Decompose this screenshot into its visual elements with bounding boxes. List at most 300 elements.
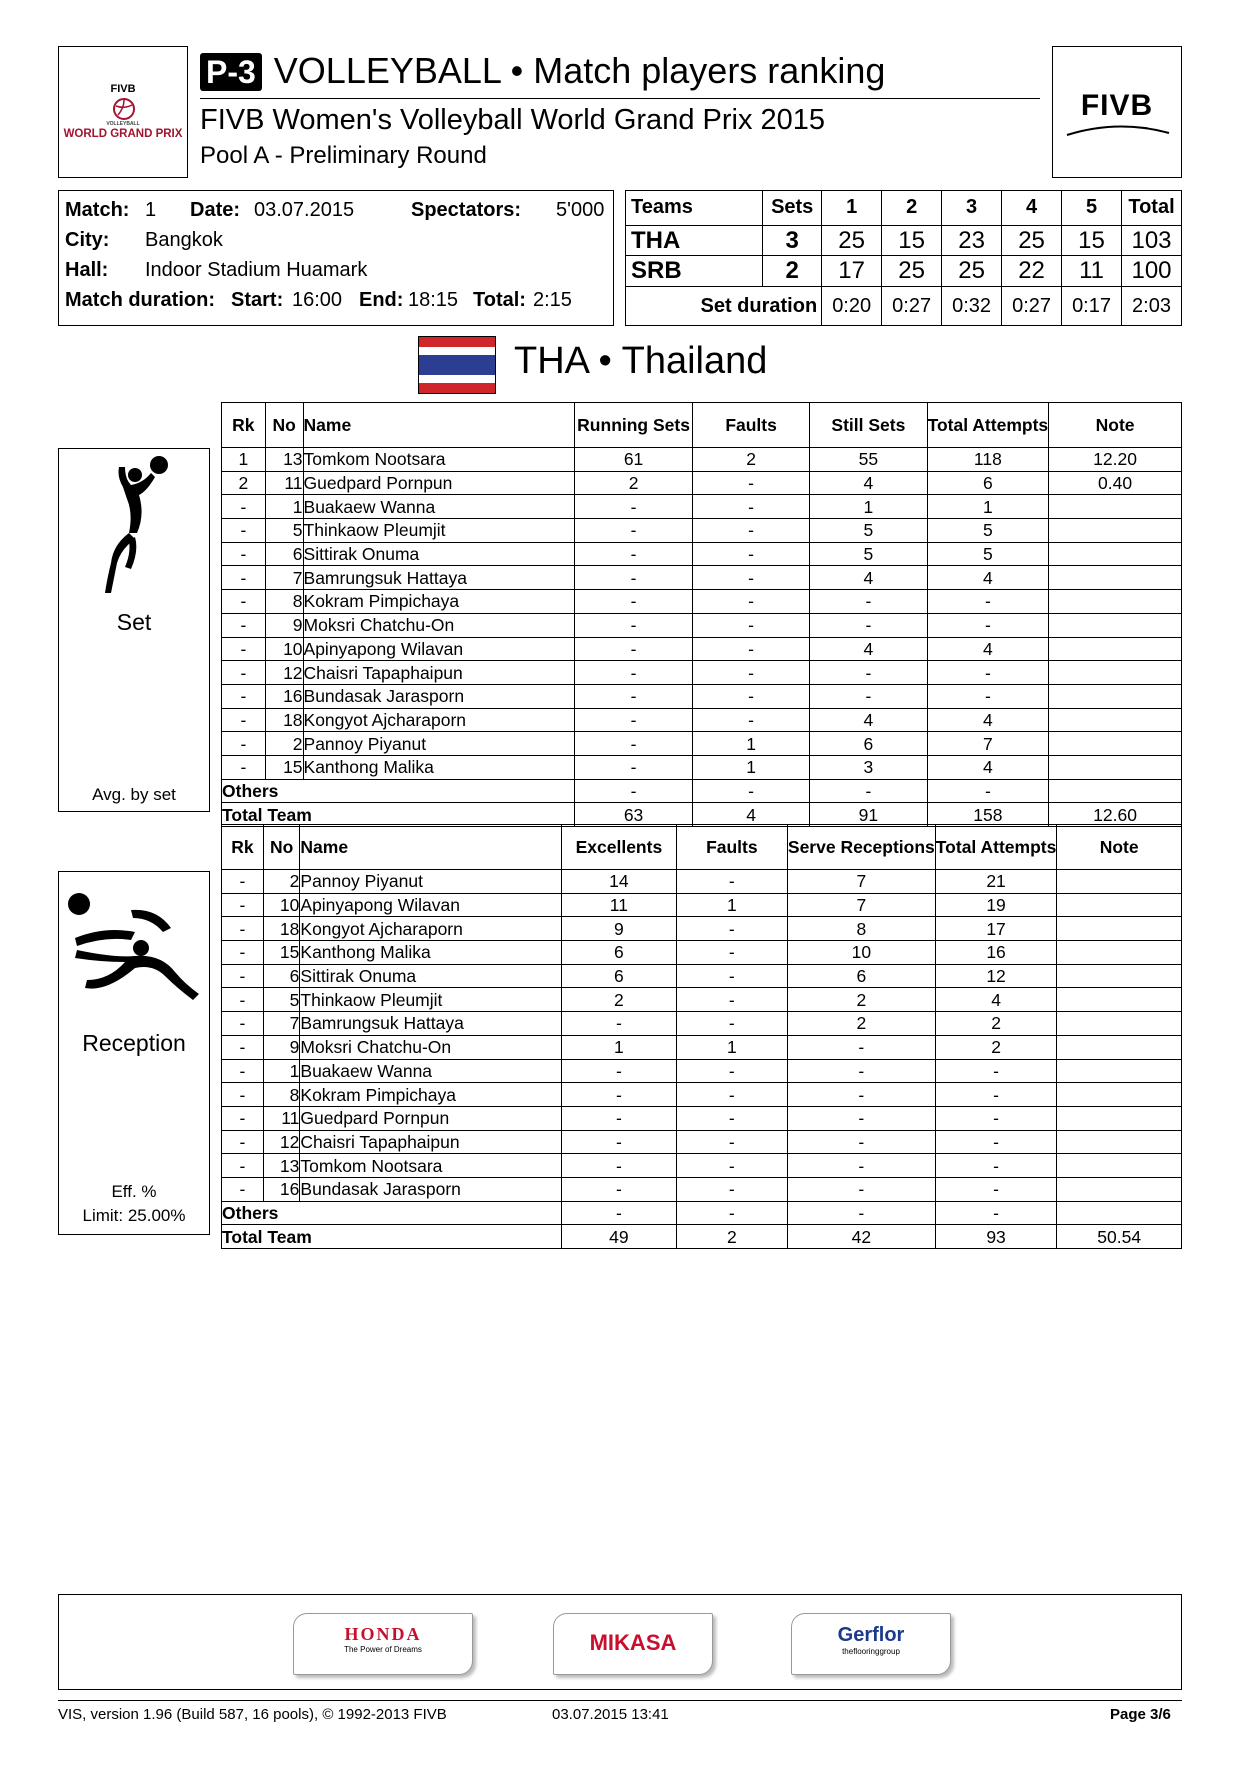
table-cell: 0.40	[1049, 471, 1182, 495]
table-cell: -	[787, 1154, 935, 1178]
table-row	[222, 893, 1182, 917]
sponsor-name: MIKASA	[589, 1630, 677, 1655]
table-cell: -	[222, 519, 266, 543]
table-cell: -	[693, 590, 810, 614]
table-cell: -	[693, 542, 810, 566]
table-cell: -	[575, 566, 693, 590]
table-cell: 2	[265, 732, 303, 756]
table-cell: -	[935, 1106, 1057, 1130]
table-cell: 63	[575, 803, 693, 827]
match-label: Match:	[65, 199, 130, 221]
thailand-flag-icon	[418, 336, 496, 394]
footer-page: Page 3/6	[1110, 1706, 1171, 1723]
table-cell: -	[575, 613, 693, 637]
table-cell	[1057, 1012, 1182, 1036]
table-cell: -	[676, 1130, 787, 1154]
table-row	[222, 988, 1182, 1012]
others-row	[222, 1201, 1182, 1225]
table-cell: 1	[561, 1035, 676, 1059]
table-cell: -	[693, 637, 810, 661]
match-number: 1	[145, 199, 157, 221]
report-title-text: VOLLEYBALL • Match players ranking	[273, 50, 886, 91]
table-cell: Chaisri Tapaphaipun	[303, 661, 575, 685]
set-skill-label: Set	[116, 609, 152, 635]
table-cell: -	[561, 1106, 676, 1130]
table-cell: 1	[265, 495, 303, 519]
score-header-cell: Sets	[763, 191, 822, 226]
sets-won: 2	[763, 256, 822, 287]
column-header: No	[263, 825, 300, 870]
table-cell: -	[927, 590, 1049, 614]
reception-panel-note1: Eff. %	[111, 1182, 157, 1201]
table-cell: -	[935, 1083, 1057, 1107]
table-cell: -	[222, 708, 266, 732]
table-cell: -	[787, 1201, 935, 1225]
table-cell: Guedpard Pornpun	[300, 1106, 562, 1130]
table-cell: 1	[693, 755, 810, 779]
spectators-label: Spectators:	[411, 199, 522, 221]
table-cell: -	[222, 1106, 264, 1130]
set-duration: 0:27	[882, 287, 942, 326]
date-label: Date:	[190, 199, 241, 221]
logo-left-tag: VOLLEYBALL	[106, 121, 140, 127]
score-header-cell: 2	[882, 191, 942, 226]
table-cell: 6	[265, 542, 303, 566]
others-row	[222, 779, 1182, 803]
table-cell	[1049, 708, 1182, 732]
table-cell: Buakaew Wanna	[303, 495, 575, 519]
table-cell	[1057, 941, 1182, 965]
table-cell: -	[561, 1083, 676, 1107]
table-cell: Chaisri Tapaphaipun	[300, 1130, 562, 1154]
reception-table	[221, 824, 1182, 1249]
table-cell: Kanthong Malika	[300, 941, 562, 965]
column-header: Running Sets	[575, 403, 693, 448]
table-cell	[1057, 1201, 1182, 1225]
table-cell: -	[787, 1106, 935, 1130]
column-header: Rk	[222, 825, 264, 870]
footer-timestamp: 03.07.2015 13:41	[552, 1706, 669, 1723]
table-cell: 158	[927, 803, 1049, 827]
table-cell: 2	[693, 448, 810, 472]
table-cell: -	[575, 661, 693, 685]
table-cell	[1049, 661, 1182, 685]
table-cell	[1057, 870, 1182, 894]
table-cell: 12.60	[1049, 803, 1182, 827]
table-cell: -	[222, 613, 266, 637]
table-cell: -	[222, 1154, 264, 1178]
table-cell: 7	[263, 1012, 300, 1036]
table-cell: 6	[810, 732, 927, 756]
column-header: Rk	[222, 403, 266, 448]
table-cell: Kanthong Malika	[303, 755, 575, 779]
footer-divider	[58, 1700, 1182, 1701]
table-cell: Sittirak Onuma	[300, 964, 562, 988]
fivb-logo	[1052, 46, 1182, 178]
table-cell: -	[676, 1201, 787, 1225]
start-label: Start:	[231, 289, 284, 311]
table-cell	[1057, 988, 1182, 1012]
table-cell: -	[561, 1130, 676, 1154]
table-cell	[1057, 1130, 1182, 1154]
reception-table-header	[222, 825, 1182, 870]
set-score: 15	[882, 225, 942, 256]
table-row	[222, 964, 1182, 988]
total-label: Total:	[473, 289, 526, 311]
total-team-row	[222, 1225, 1182, 1249]
table-cell: Pannoy Piyanut	[303, 732, 575, 756]
row-label: Others	[222, 779, 575, 803]
table-cell	[1057, 964, 1182, 988]
setter-pictogram-icon	[99, 453, 171, 599]
table-cell: -	[575, 732, 693, 756]
table-cell: -	[676, 1177, 787, 1201]
column-header: Serve Receptions	[787, 825, 935, 870]
set-score: 17	[822, 256, 882, 287]
event-name: FIVB Women's Volleyball World Grand Prix 2015	[200, 104, 826, 136]
table-cell	[1049, 542, 1182, 566]
table-cell: -	[693, 684, 810, 708]
table-row	[222, 613, 1182, 637]
table-cell: -	[222, 893, 264, 917]
table-cell: -	[222, 495, 266, 519]
table-row	[222, 590, 1182, 614]
table-row	[222, 471, 1182, 495]
column-header: Name	[300, 825, 562, 870]
table-cell: 2	[561, 988, 676, 1012]
table-row	[222, 941, 1182, 965]
reception-pictogram-icon	[65, 888, 205, 1008]
set-score: 25	[882, 256, 942, 287]
table-cell: 10	[265, 637, 303, 661]
table-cell: -	[676, 941, 787, 965]
table-cell: -	[222, 941, 264, 965]
team-code: THA	[626, 225, 763, 256]
table-cell: 55	[810, 448, 927, 472]
table-cell: 93	[935, 1225, 1057, 1249]
set-duration-label: Set duration	[626, 287, 822, 326]
total-duration: 2:03	[1122, 287, 1182, 326]
table-cell: -	[676, 1059, 787, 1083]
sponsor-name: Gerflor	[837, 1624, 905, 1646]
table-cell: 1	[693, 732, 810, 756]
score-header-cell: 4	[1002, 191, 1062, 226]
table-cell: Moksri Chatchu-On	[303, 613, 575, 637]
table-row	[222, 1083, 1182, 1107]
table-cell: Bundasak Jarasporn	[303, 684, 575, 708]
row-label: Others	[222, 1201, 562, 1225]
table-cell: 2	[787, 988, 935, 1012]
table-row	[222, 1130, 1182, 1154]
table-row	[222, 732, 1182, 756]
table-cell: 16	[935, 941, 1057, 965]
table-cell: -	[222, 732, 266, 756]
table-cell: 4	[810, 708, 927, 732]
table-cell	[1049, 519, 1182, 543]
table-cell: -	[676, 1012, 787, 1036]
table-cell: Bamrungsuk Hattaya	[300, 1012, 562, 1036]
table-cell: Kongyot Ajcharaporn	[300, 917, 562, 941]
table-cell	[1049, 495, 1182, 519]
table-cell: -	[810, 590, 927, 614]
column-header: Note	[1049, 403, 1182, 448]
end-time: 18:15	[408, 289, 459, 311]
table-cell: 2	[263, 870, 300, 894]
table-cell: 42	[787, 1225, 935, 1249]
table-cell: -	[222, 590, 266, 614]
logo-left-text: WORLD GRAND PRIX	[63, 128, 183, 140]
column-header: Excellents	[561, 825, 676, 870]
table-cell: Sittirak Onuma	[303, 542, 575, 566]
table-cell: 49	[561, 1225, 676, 1249]
table-cell: 12	[265, 661, 303, 685]
table-row	[222, 1106, 1182, 1130]
row-label: Total Team	[222, 803, 575, 827]
table-row	[222, 495, 1182, 519]
score-header-cell: 1	[822, 191, 882, 226]
sponsor-gerflor-logo	[791, 1613, 951, 1675]
table-cell: 1	[263, 1059, 300, 1083]
team-heading: THA • Thailand	[514, 340, 768, 382]
table-cell: 5	[927, 519, 1049, 543]
table-cell: -	[693, 661, 810, 685]
set-duration: 0:17	[1062, 287, 1122, 326]
table-cell: 10	[263, 893, 300, 917]
table-cell: -	[935, 1059, 1057, 1083]
table-cell: -	[676, 870, 787, 894]
sponsor-tag: theflooringgroup	[842, 1647, 900, 1656]
table-row	[222, 1059, 1182, 1083]
total-points: 100	[1122, 256, 1182, 287]
table-cell: 11	[561, 893, 676, 917]
table-cell: 13	[265, 448, 303, 472]
table-cell: -	[935, 1130, 1057, 1154]
score-header-cell: Teams	[626, 191, 763, 226]
reception-skill-panel	[58, 871, 210, 1235]
city-label: City:	[65, 229, 110, 251]
set-duration: 0:32	[942, 287, 1002, 326]
table-cell: 8	[263, 1083, 300, 1107]
spectators-value: 5'000	[556, 199, 605, 221]
table-cell	[1049, 732, 1182, 756]
column-header: Total Attempts	[927, 403, 1049, 448]
table-cell: 16	[265, 684, 303, 708]
fivb-logo-text: FIVB	[1080, 89, 1154, 122]
table-cell: Buakaew Wanna	[300, 1059, 562, 1083]
table-cell: Thinkaow Pleumjit	[303, 519, 575, 543]
table-cell	[1057, 1059, 1182, 1083]
table-cell: 18	[263, 917, 300, 941]
table-row	[222, 708, 1182, 732]
table-cell	[1049, 684, 1182, 708]
table-cell: -	[222, 1177, 264, 1201]
score-table	[625, 190, 1182, 326]
table-cell: Guedpard Pornpun	[303, 471, 575, 495]
hall-label: Hall:	[65, 259, 109, 281]
set-score: 25	[1002, 225, 1062, 256]
column-header: Still Sets	[810, 403, 927, 448]
table-cell: -	[693, 779, 810, 803]
set-score: 15	[1062, 225, 1122, 256]
score-header-cell: 3	[942, 191, 1002, 226]
set-duration: 0:20	[822, 287, 882, 326]
score-row-tha	[626, 225, 1182, 256]
round-name: Pool A - Preliminary Round	[200, 142, 487, 169]
table-cell	[1057, 1035, 1182, 1059]
table-cell: -	[810, 684, 927, 708]
table-cell	[1057, 917, 1182, 941]
table-cell: 19	[935, 893, 1057, 917]
table-cell: -	[693, 471, 810, 495]
table-cell: Moksri Chatchu-On	[300, 1035, 562, 1059]
table-cell: 4	[693, 803, 810, 827]
table-cell: -	[575, 519, 693, 543]
table-cell: 8	[265, 590, 303, 614]
match-info-panel	[58, 190, 614, 326]
sponsor-bar	[58, 1594, 1182, 1690]
table-cell: 7	[265, 566, 303, 590]
table-cell: Apinyapong Wilavan	[303, 637, 575, 661]
table-cell: 21	[935, 870, 1057, 894]
table-cell: 14	[561, 870, 676, 894]
table-cell: 18	[265, 708, 303, 732]
table-cell: 4	[927, 708, 1049, 732]
duration-label: Match duration:	[65, 289, 215, 311]
table-cell: -	[222, 542, 266, 566]
table-cell: 2	[935, 1012, 1057, 1036]
table-cell	[1049, 779, 1182, 803]
table-cell: 9	[263, 1035, 300, 1059]
table-row	[222, 1012, 1182, 1036]
table-cell: 50.54	[1057, 1225, 1182, 1249]
table-cell: -	[927, 684, 1049, 708]
table-cell: -	[787, 1177, 935, 1201]
table-cell: 7	[927, 732, 1049, 756]
table-cell: -	[222, 684, 266, 708]
table-row	[222, 566, 1182, 590]
score-table-wrap	[625, 190, 1182, 326]
table-cell: -	[676, 1154, 787, 1178]
table-cell: 4	[810, 471, 927, 495]
table-cell: -	[575, 755, 693, 779]
table-cell: -	[222, 1083, 264, 1107]
table-cell: 12.20	[1049, 448, 1182, 472]
table-cell: 8	[787, 917, 935, 941]
table-cell: 11	[263, 1106, 300, 1130]
table-cell: -	[676, 1106, 787, 1130]
table-cell: Bundasak Jarasporn	[300, 1177, 562, 1201]
table-cell: -	[575, 590, 693, 614]
table-cell: -	[222, 1059, 264, 1083]
table-cell	[1049, 566, 1182, 590]
table-cell: 2	[676, 1225, 787, 1249]
table-cell: Tomkom Nootsara	[303, 448, 575, 472]
row-label: Total Team	[222, 1225, 562, 1249]
table-cell: -	[222, 755, 266, 779]
table-cell: 5	[810, 519, 927, 543]
table-cell: 3	[810, 755, 927, 779]
table-cell: -	[676, 917, 787, 941]
table-cell	[1057, 1177, 1182, 1201]
table-cell: 15	[265, 755, 303, 779]
table-cell: -	[810, 779, 927, 803]
table-cell: -	[693, 519, 810, 543]
table-cell: -	[561, 1177, 676, 1201]
table-cell: -	[222, 1130, 264, 1154]
table-cell: -	[222, 566, 266, 590]
table-cell: 1	[676, 1035, 787, 1059]
table-cell: -	[676, 1083, 787, 1107]
volleyball-icon	[112, 97, 136, 121]
table-row	[222, 1035, 1182, 1059]
report-title	[200, 50, 885, 92]
table-cell: -	[787, 1083, 935, 1107]
table-cell: 12	[935, 964, 1057, 988]
table-cell: 5	[263, 988, 300, 1012]
table-cell: 11	[265, 471, 303, 495]
score-header-cell: 5	[1062, 191, 1122, 226]
table-cell: 4	[927, 566, 1049, 590]
score-header-row	[626, 191, 1182, 226]
table-row	[222, 1177, 1182, 1201]
sponsor-honda-logo	[293, 1613, 473, 1675]
column-header: Faults	[676, 825, 787, 870]
table-cell: 6	[263, 964, 300, 988]
set-skill-panel	[58, 448, 210, 812]
table-cell: -	[575, 708, 693, 732]
table-cell: -	[787, 1059, 935, 1083]
table-cell: 4	[810, 566, 927, 590]
table-cell: 2	[787, 1012, 935, 1036]
table-cell: 2	[935, 1035, 1057, 1059]
table-cell: 6	[927, 471, 1049, 495]
table-cell: 7	[787, 893, 935, 917]
table-cell: -	[561, 1059, 676, 1083]
table-cell: 10	[787, 941, 935, 965]
table-cell: 7	[787, 870, 935, 894]
set-duration: 0:27	[1002, 287, 1062, 326]
table-cell: 6	[561, 941, 676, 965]
table-cell: 5	[927, 542, 1049, 566]
column-header: No	[265, 403, 303, 448]
table-cell: 17	[935, 917, 1057, 941]
table-cell: -	[810, 661, 927, 685]
table-cell: -	[935, 1177, 1057, 1201]
table-cell: -	[575, 637, 693, 661]
table-row	[222, 637, 1182, 661]
table-cell: 118	[927, 448, 1049, 472]
set-score: 22	[1002, 256, 1062, 287]
table-cell: -	[222, 1035, 264, 1059]
table-cell: Kokram Pimpichaya	[303, 590, 575, 614]
table-cell: 6	[787, 964, 935, 988]
column-header: Total Attempts	[935, 825, 1057, 870]
table-cell	[1049, 613, 1182, 637]
table-cell: -	[575, 542, 693, 566]
table-cell: -	[927, 779, 1049, 803]
column-header: Name	[303, 403, 575, 448]
set-score: 25	[942, 256, 1002, 287]
total-team-row	[222, 803, 1182, 827]
table-cell: 1	[810, 495, 927, 519]
set-panel-note: Avg. by set	[92, 785, 176, 804]
table-cell: -	[787, 1130, 935, 1154]
table-cell: -	[927, 661, 1049, 685]
table-cell: -	[575, 684, 693, 708]
table-cell	[1057, 1154, 1182, 1178]
table-cell: -	[787, 1035, 935, 1059]
set-duration-row	[626, 287, 1182, 326]
